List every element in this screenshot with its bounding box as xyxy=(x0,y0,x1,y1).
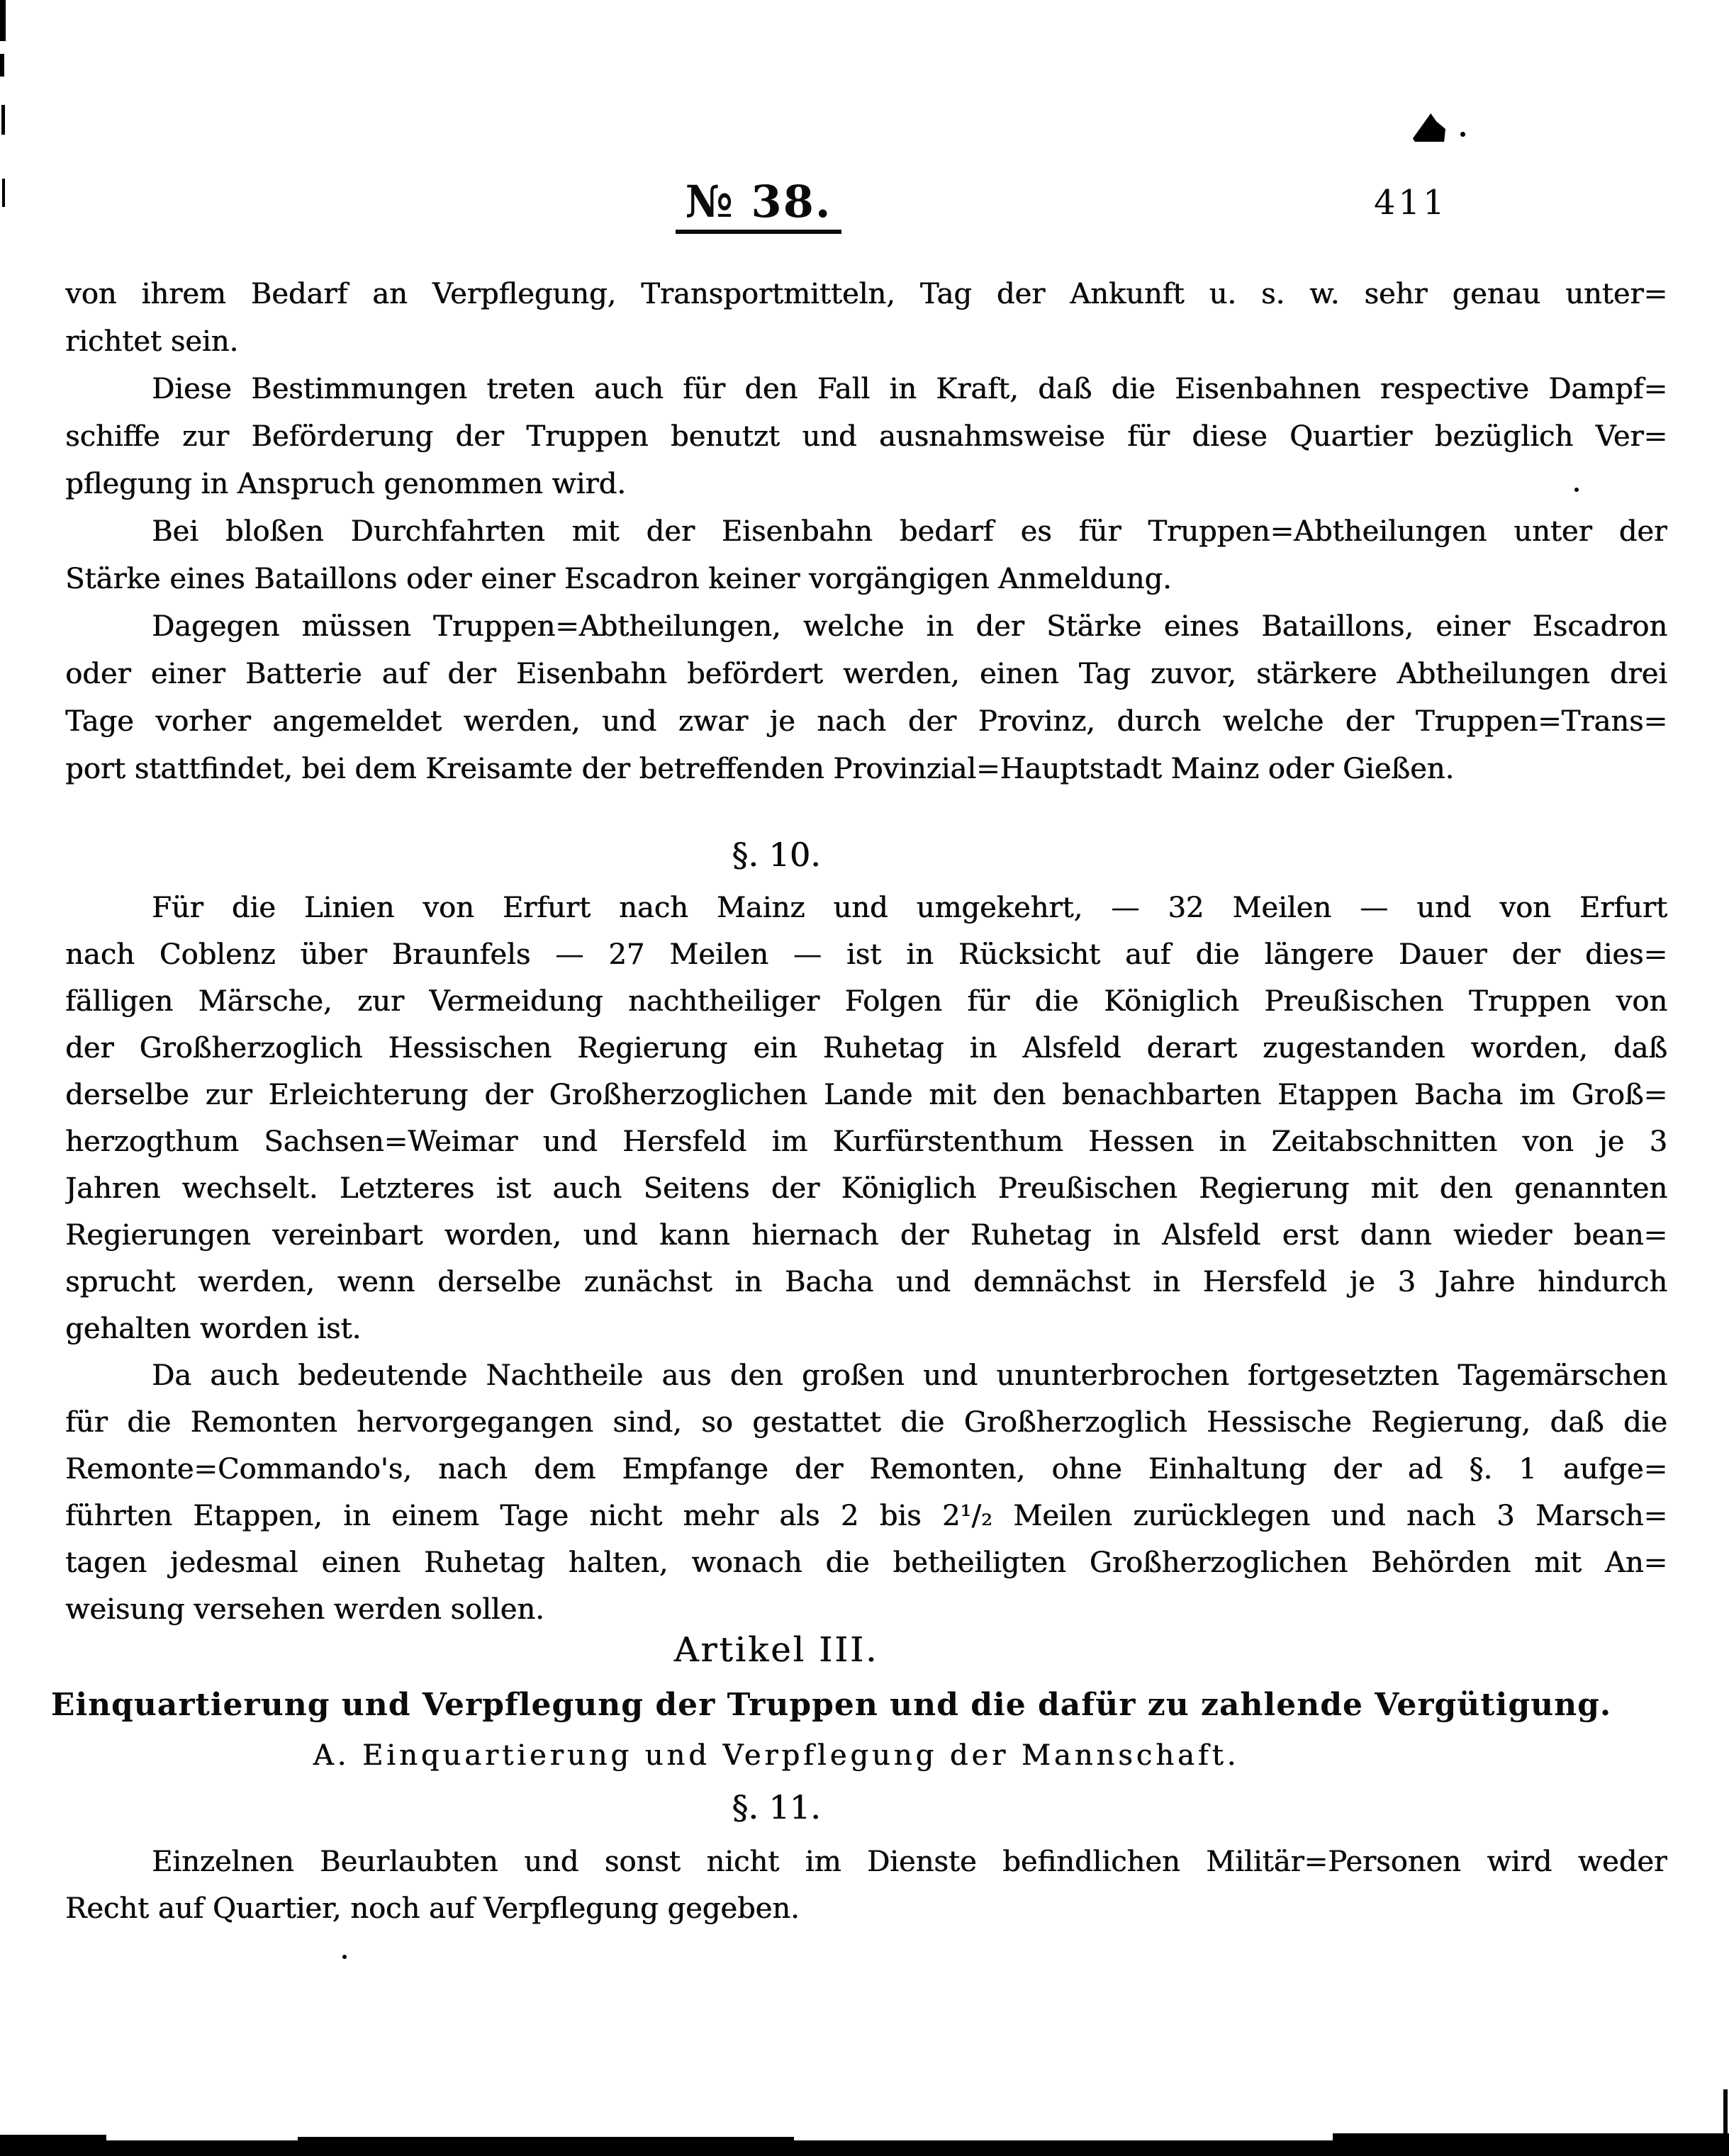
paragraph xyxy=(65,271,1667,366)
text-line: Remonte=Commando's, nach dem Empfange der Remonten, ohne Einhaltung der ad §. 1 aufge= xyxy=(65,1453,1667,1486)
text-line: herzogthum Sachsen=Weimar und Hersfeld im Kurfürstenthum Hessen in Zeitabschnitten von je 3 xyxy=(65,1125,1667,1158)
ink-blot xyxy=(1413,113,1445,142)
text-line: port stattfindet, bei dem Kreisamte der betreffenden Provinzial=Hauptstadt Mainz oder Gießen. xyxy=(65,753,1455,785)
text-line: Jahren wechselt. Letzteres ist auch Seitens der Königlich Preußischen Regierung mit den genannten xyxy=(65,1172,1667,1205)
text-line: Tage vorher angemeldet werden, und zwar je nach der Provinz, durch welche der Truppen=Trans= xyxy=(65,705,1667,738)
text-line: nach Coblenz über Braunfels — 27 Meilen — ist in Rücksicht auf die längere Dauer der dies= xyxy=(65,938,1667,971)
paragraph xyxy=(65,508,1667,603)
page-number: 411 xyxy=(1374,183,1448,223)
issue-number-heading xyxy=(0,176,1517,234)
text-line: führten Etappen, in einem Tage nicht mehr als 2 bis 2¹/₂ Meilen zurücklegen und nach 3 Marsch= xyxy=(65,1500,1667,1532)
text-line: Bei bloßen Durchfahrten mit der Eisenbahn bedarf es für Truppen=Abtheilungen unter der xyxy=(152,515,1667,548)
text-line: fälligen Märsche, zur Vermeidung nachtheiliger Folgen für die Königlich Preußischen Truppen von xyxy=(65,985,1667,1018)
text-line: Für die Linien von Erfurt nach Mainz und umgekehrt, — 32 Meilen — und von Erfurt xyxy=(152,892,1667,924)
left-edge-ink-mark xyxy=(1,105,5,135)
article-heading: Artikel III. xyxy=(673,1630,879,1670)
paragraph xyxy=(65,885,1667,1352)
article-subtitle: Einquartierung und Verpflegung der Truppen und die dafür zu zahlende Vergütigung. xyxy=(50,1687,1612,1723)
text-line: tagen jedesmal einen Ruhetag halten, wonach die betheiligten Großherzoglichen Behörden mit An= xyxy=(65,1546,1667,1579)
left-edge-ink-mark xyxy=(0,0,6,41)
text-line: Regierungen vereinbart worden, und kann hiernach der Ruhetag in Alsfeld erst dann wieder bean= xyxy=(65,1219,1667,1252)
text-line: für die Remonten hervorgegangen sind, so gestattet die Großherzoglich Hessische Regierung, daß die xyxy=(65,1406,1667,1439)
text-line: schiffe zur Beförderung der Truppen benutzt und ausnahmsweise für diese Quartier bezüglich Ver= xyxy=(65,420,1667,453)
text-line: Recht auf Quartier, noch auf Verpflegung gegeben. xyxy=(65,1892,800,1925)
text-line: oder einer Batterie auf der Eisenbahn befördert werden, einen Tag zuvor, stärkere Abtheilungen drei xyxy=(65,658,1667,690)
section-heading-11: §. 11. xyxy=(732,1788,821,1826)
text-line: richtet sein. xyxy=(65,325,239,358)
text-line: derselbe zur Erleichterung der Großherzoglichen Lande mit den benachbarten Etappen Bacha im Groß= xyxy=(65,1079,1667,1111)
page-body-top xyxy=(65,271,1667,793)
left-edge-ink-mark xyxy=(0,54,4,77)
issue-number: № 38. xyxy=(676,176,842,234)
text-line: pflegung in Anspruch genommen wird. xyxy=(65,468,626,500)
text-line: sprucht werden, wenn derselbe zunächst in Bacha und demnächst in Hersfeld je 3 Jahre hindurch xyxy=(65,1266,1667,1298)
paragraph xyxy=(65,1352,1667,1633)
paragraph xyxy=(65,603,1667,793)
text-line: Einzelnen Beurlaubten und sonst nicht im Dienste befindlichen Militär=Personen wird weder xyxy=(152,1846,1667,1878)
text-line: von ihrem Bedarf an Verpflegung, Transportmitteln, Tag der Ankunft u. s. w. sehr genau unter= xyxy=(65,278,1667,310)
text-line: Stärke eines Bataillons oder einer Escadron keiner vorgängigen Anmeldung. xyxy=(65,563,1172,595)
right-edge-ink-mark xyxy=(1723,2089,1728,2156)
text-line: Diese Bestimmungen treten auch für den Fall in Kraft, daß die Eisenbahnen respective Dampf= xyxy=(152,373,1667,405)
text-line: weisung versehen werden sollen. xyxy=(65,1593,544,1626)
paragraph xyxy=(65,366,1667,508)
ink-speck xyxy=(1460,132,1465,137)
text-line: der Großherzoglich Hessischen Regierung ein Ruhetag in Alsfeld derart zugestanden worden, daß xyxy=(65,1032,1667,1065)
page-body-bottom xyxy=(65,1838,1667,1932)
subsection-a-heading: A. Einquartierung und Verpflegung der Mannschaft. xyxy=(313,1739,1240,1772)
text-line: gehalten worden ist. xyxy=(65,1313,362,1345)
bottom-scan-band xyxy=(0,2140,1729,2156)
page-body-middle xyxy=(65,885,1667,1633)
paragraph xyxy=(65,1838,1667,1932)
ink-speck xyxy=(342,1955,347,1959)
text-line: Dagegen müssen Truppen=Abtheilungen, welche in der Stärke eines Bataillons, einer Escadron xyxy=(152,610,1667,643)
section-heading-10: §. 10. xyxy=(732,836,821,874)
text-line: Da auch bedeutende Nachtheile aus den großen und ununterbrochen fortgesetzten Tagemärschen xyxy=(152,1359,1667,1392)
